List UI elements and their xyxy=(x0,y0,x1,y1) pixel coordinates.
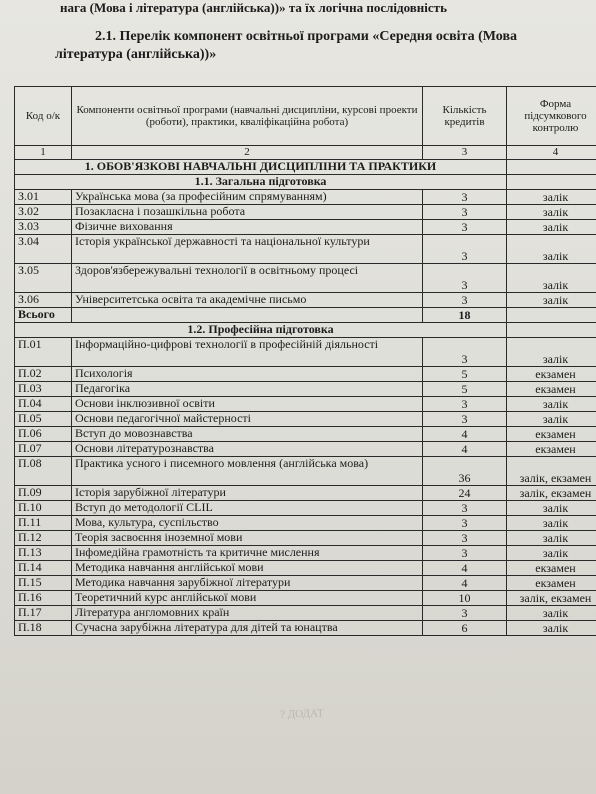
code-cell: П.07 xyxy=(15,442,72,457)
total-value: 18 xyxy=(423,308,507,323)
code-cell: П.18 xyxy=(15,621,72,636)
code-cell: П.13 xyxy=(15,546,72,561)
form-cell: залік xyxy=(507,531,596,546)
total-form-cell xyxy=(507,308,596,323)
table-row xyxy=(15,382,596,397)
table-row xyxy=(15,531,596,546)
table-row xyxy=(15,293,596,308)
credits-cell: 6 xyxy=(423,621,507,636)
form-cell: екзамен xyxy=(507,367,596,382)
table-row xyxy=(15,591,596,606)
component-cell: Фізичне виховання xyxy=(72,220,423,235)
table-row xyxy=(15,486,596,501)
code-cell: П.12 xyxy=(15,531,72,546)
subsection-title: 1.1. Загальна підготовка xyxy=(15,175,507,190)
table-row xyxy=(15,220,596,235)
code-cell: З.01 xyxy=(15,190,72,205)
form-cell: залік, екзамен xyxy=(507,486,596,501)
code-cell: П.08 xyxy=(15,457,72,486)
subsection-empty-cell xyxy=(507,175,596,190)
table-row xyxy=(15,621,596,636)
code-cell: П.14 xyxy=(15,561,72,576)
section-title: 1. ОБОВ'ЯЗКОВІ НАВЧАЛЬНІ ДИСЦИПЛІНИ ТА ПРАКТИКИ xyxy=(15,160,507,175)
form-cell: залік xyxy=(507,264,596,293)
code-cell: З.04 xyxy=(15,235,72,264)
header-credits: Кількість кредитів xyxy=(423,87,507,146)
header-code: Код о/к xyxy=(15,87,72,146)
table-row xyxy=(15,338,596,367)
credits-cell: 3 xyxy=(423,516,507,531)
code-cell: П.02 xyxy=(15,367,72,382)
component-cell: Сучасна зарубіжна література для дітей та юнацтва xyxy=(72,621,423,636)
code-cell: З.05 xyxy=(15,264,72,293)
credits-cell: 3 xyxy=(423,205,507,220)
previous-line: нага (Мова і література (англійська))» та їх логічна послідовність xyxy=(60,0,447,15)
table-row xyxy=(15,606,596,621)
table-row xyxy=(15,264,596,293)
form-cell: залік xyxy=(507,293,596,308)
heading-line-1: 2.1. Перелік компонент освітньої програми «Середня освіта (Мова xyxy=(95,29,518,44)
credits-cell: 3 xyxy=(423,264,507,293)
general-rows xyxy=(15,190,596,308)
total-label: Всього xyxy=(15,308,72,323)
form-cell: екзамен xyxy=(507,576,596,591)
section-heading xyxy=(55,28,596,64)
credits-cell: 3 xyxy=(423,220,507,235)
section-empty-cell xyxy=(507,160,596,175)
credits-cell: 10 xyxy=(423,591,507,606)
form-cell: залік xyxy=(507,338,596,367)
credits-cell: 4 xyxy=(423,576,507,591)
code-cell: П.10 xyxy=(15,501,72,516)
component-cell: Університетська освіта та академічне письмо xyxy=(72,293,423,308)
component-cell: Позакласна і позашкільна робота xyxy=(72,205,423,220)
code-cell: П.06 xyxy=(15,427,72,442)
table-row xyxy=(15,561,596,576)
credits-cell: 5 xyxy=(423,382,507,397)
table-row xyxy=(15,190,596,205)
table-row xyxy=(15,412,596,427)
column-number-row xyxy=(15,146,596,160)
component-cell: Вступ до мовознавства xyxy=(72,427,423,442)
total-row xyxy=(15,308,596,323)
faint-mark: ? ДОДАТ xyxy=(279,707,324,721)
form-cell: залік xyxy=(507,621,596,636)
table-header-row xyxy=(15,87,596,146)
credits-cell: 3 xyxy=(423,397,507,412)
section-row xyxy=(15,160,596,175)
professional-rows xyxy=(15,338,596,636)
column-number: 1 xyxy=(15,146,72,160)
form-cell: екзамен xyxy=(507,382,596,397)
form-cell: екзамен xyxy=(507,442,596,457)
credits-cell: 24 xyxy=(423,486,507,501)
form-cell: залік xyxy=(507,501,596,516)
credits-cell: 3 xyxy=(423,412,507,427)
subsection-row xyxy=(15,175,596,190)
component-cell: Методика навчання зарубіжної літератури xyxy=(72,576,423,591)
component-cell: Література англомовних країн xyxy=(72,606,423,621)
component-cell: Теорія засвоєння іноземної мови xyxy=(72,531,423,546)
credits-cell: 3 xyxy=(423,606,507,621)
credits-cell: 3 xyxy=(423,501,507,516)
component-cell: Педагогіка xyxy=(72,382,423,397)
component-cell: Інформаційно-цифрові технології в професійній діяльності xyxy=(72,338,423,367)
table-row xyxy=(15,367,596,382)
form-cell: залік xyxy=(507,606,596,621)
component-cell: Вступ до методології CLIL xyxy=(72,501,423,516)
code-cell: П.17 xyxy=(15,606,72,621)
component-cell: Теоретичний курс англійської мови xyxy=(72,591,423,606)
credits-cell: 4 xyxy=(423,427,507,442)
code-cell: П.15 xyxy=(15,576,72,591)
column-number: 3 xyxy=(423,146,507,160)
form-cell: залік xyxy=(507,412,596,427)
form-cell: залік, екзамен xyxy=(507,591,596,606)
code-cell: П.03 xyxy=(15,382,72,397)
component-cell: Методика навчання англійської мови xyxy=(72,561,423,576)
component-cell: Інфомедійна грамотність та критичне мислення xyxy=(72,546,423,561)
form-cell: залік xyxy=(507,220,596,235)
form-cell: залік xyxy=(507,516,596,531)
column-number: 2 xyxy=(72,146,423,160)
code-cell: П.04 xyxy=(15,397,72,412)
code-cell: П.16 xyxy=(15,591,72,606)
credits-cell: 4 xyxy=(423,442,507,457)
credits-cell: 3 xyxy=(423,235,507,264)
table-row xyxy=(15,427,596,442)
credits-cell: 5 xyxy=(423,367,507,382)
component-cell: Практика усного і писемного мовлення (англійська мова) xyxy=(72,457,423,486)
component-cell: Здоров'язбережувальні технології в освітньому процесі xyxy=(72,264,423,293)
components-table xyxy=(14,86,596,636)
table-row xyxy=(15,235,596,264)
form-cell: залік xyxy=(507,397,596,412)
table-row xyxy=(15,546,596,561)
code-cell: П.11 xyxy=(15,516,72,531)
table-row xyxy=(15,205,596,220)
component-cell: Історія української державності та національної культури xyxy=(72,235,423,264)
credits-cell: 3 xyxy=(423,531,507,546)
credits-cell: 3 xyxy=(423,546,507,561)
credits-cell: 3 xyxy=(423,293,507,308)
code-cell: З.02 xyxy=(15,205,72,220)
code-cell: П.05 xyxy=(15,412,72,427)
table-row xyxy=(15,501,596,516)
component-cell: Основи педагогічної майстерності xyxy=(72,412,423,427)
form-cell: залік xyxy=(507,235,596,264)
component-cell: Основи літературознавства xyxy=(72,442,423,457)
form-cell: залік xyxy=(507,190,596,205)
code-cell: З.03 xyxy=(15,220,72,235)
credits-cell: 4 xyxy=(423,561,507,576)
total-empty-cell xyxy=(72,308,423,323)
component-cell: Історія зарубіжної літератури xyxy=(72,486,423,501)
table-row xyxy=(15,576,596,591)
credits-cell: 3 xyxy=(423,190,507,205)
form-cell: екзамен xyxy=(507,427,596,442)
form-cell: залік, екзамен xyxy=(507,457,596,486)
component-cell: Основи інклюзивної освіти xyxy=(72,397,423,412)
column-number: 4 xyxy=(507,146,596,160)
table-row xyxy=(15,442,596,457)
heading-line-2: література (англійська))» xyxy=(55,47,217,62)
form-cell: залік xyxy=(507,546,596,561)
form-cell: залік xyxy=(507,205,596,220)
subsection-row xyxy=(15,323,596,338)
component-cell: Мова, культура, суспільство xyxy=(72,516,423,531)
subsection-title: 1.2. Професійна підготовка xyxy=(15,323,507,338)
table-row xyxy=(15,457,596,486)
table-row xyxy=(15,516,596,531)
header-form: Форма підсумкового контролю xyxy=(507,87,596,146)
credits-cell: 3 xyxy=(423,338,507,367)
component-cell: Психологія xyxy=(72,367,423,382)
form-cell: екзамен xyxy=(507,561,596,576)
code-cell: П.09 xyxy=(15,486,72,501)
credits-cell: 36 xyxy=(423,457,507,486)
component-cell: Українська мова (за професійним спрямуванням) xyxy=(72,190,423,205)
header-component: Компоненти освітньої програми (навчальні дисципліни, курсові проекти (роботи), практики, кваліфікаційна робота) xyxy=(72,87,423,146)
code-cell: П.01 xyxy=(15,338,72,367)
table-row xyxy=(15,397,596,412)
subsection-empty-cell xyxy=(507,323,596,338)
code-cell: З.06 xyxy=(15,293,72,308)
components-table-wrapper xyxy=(14,86,596,636)
